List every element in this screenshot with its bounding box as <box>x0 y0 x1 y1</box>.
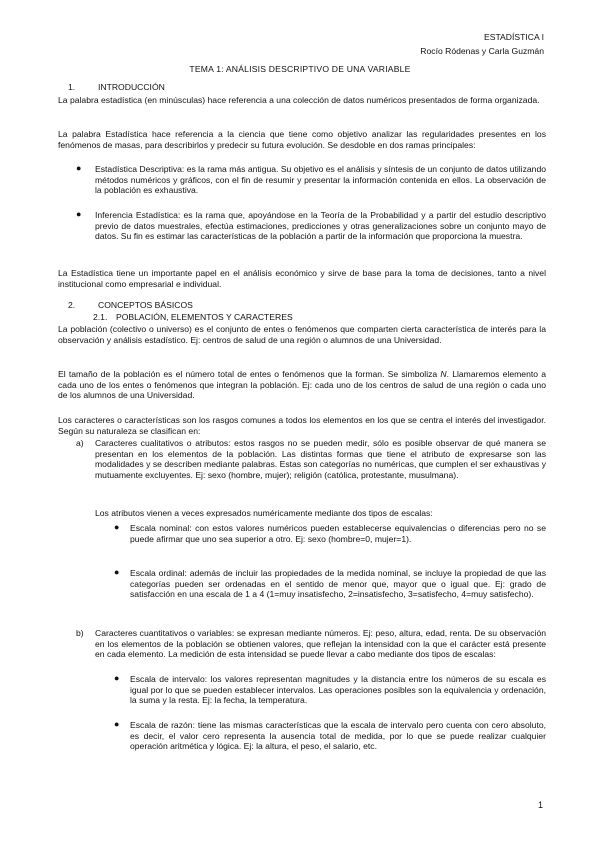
population-paragraph: La población (colectivo o universo) es el conjunto de entes o fenómenos que comparten cierta característica de interés para la observación y análisis estadístico. Ej: centros de salud de una región o alumnos de una Universidad. <box>58 324 546 345</box>
bullet-interval-scale: Escala de intervalo: los valores representan magnitudes y la distancia entre los números de su escala es igual por lo que se pueden establecer intervalos. Las operaciones posibles son la equivalencia y ordenación, la suma y la resta. Ej: la fecha, la temperatura. <box>130 674 546 706</box>
item-b-label: b) <box>76 628 84 638</box>
subsection-2-1-heading <box>93 312 293 323</box>
bullet-icon: ● <box>114 719 120 729</box>
quantitative-characters-text: Caracteres cuantitativos o variables: se expresan mediante números. Ej: peso, altura, edad, renta. De su observación en los elementos de la población se obtienen valores, que reflejan la intensidad con la que el carácter está presente en cada elemento. La medición de esta intensidad se puede llevar a cabo mediante dos tipos de escalas: <box>95 628 546 660</box>
bullet-icon: ● <box>76 163 82 173</box>
bullet-icon: ● <box>76 209 82 219</box>
section-2-number: 2. <box>68 300 76 310</box>
bullet-inferential-statistics: Inferencia Estadística: es la rama que, apoyándose en la Teoría de la Probabilidad y a partir del estudio descriptivo previo de datos muestrales, efectúa estimaciones, predicciones y otras generalizaciones sobre un conjunto mayo de datos. Su fin es estimar las características de la población a partir de la información que proporciona la muestra. <box>95 210 546 242</box>
bullet-ratio-scale: Escala de razón: tiene las mismas características que la escala de intervalo pero cuenta con cero absoluto, es decir, el valor cero representa la ausencia total de medida, por lo que se puede realizar cualquier operación aritmética y lógica. Ej: la altura, el peso, el salario, etc. <box>130 720 546 752</box>
subsection-2-1-number: 2.1. <box>93 312 108 322</box>
characters-paragraph: Los caracteres o características son los rasgos comunes a todos los elementos en los que se centra el interés del investigador. Según su naturaleza se clasifican en: <box>58 415 546 436</box>
header-subject: ESTADÍSTICA I <box>483 32 544 42</box>
intro-paragraph-2: La palabra Estadística hace referencia a la ciencia que tiene como objetivo analizar las regularidades presentes en los fenómenos de masas, para describirlos y predecir su futura evolución. Se desdoble en dos ramas principales: <box>58 129 546 150</box>
bullet-icon: ● <box>114 522 120 532</box>
item-a-label: a) <box>76 438 84 448</box>
bullet-descriptive-statistics: Estadística Descriptiva: es la rama más antigua. Su objetivo es el análisis y síntesis de un conjunto de datos utilizando métodos numéricos y gráficos, con el fin de resumir y presentar la información contenida en ellos. La observación de la población es exhaustiva. <box>95 164 546 196</box>
intro-paragraph-3: La Estadística tiene un importante papel en el análisis económico y sirve de base para la toma de decisiones, tanto a nivel institucional como empresarial e individual. <box>58 268 546 289</box>
section-1-title: INTRODUCCIÓN <box>98 82 165 92</box>
symbol-n: N <box>440 369 447 379</box>
document-title: TEMA 1: ANÁLISIS DESCRIPTIVO DE UNA VARIABLE <box>189 64 411 74</box>
section-1-number: 1. <box>68 82 76 92</box>
bullet-icon: ● <box>114 673 120 683</box>
population-size-paragraph: El tamaño de la población es el número total de entes o fenómenos que la forman. Se simboliza N. Llamaremos elemento a cada uno de los entes o fenómenos que integran la población. Ej: cada uno de los centros de salud de una región o cada uno de los alumnos de una Universidad. <box>58 369 546 401</box>
scales-intro-text: Los atributos vienen a veces expresados numéricamente mediante dos tipos de escalas: <box>95 508 433 518</box>
section-2-title: CONCEPTOS BÁSICOS <box>98 300 193 310</box>
qualitative-characters-text: Caracteres cualitativos o atributos: estos rasgos no se pueden medir, sólo es posible observar de qué manera se presentan en los elementos de la población. Las distintas formas que tiene el atributo de expresarse son las modalidades y se describen mediante palabras. Estas son categorías no numéricas, que cumplen el ser exhaustivas y mutuamente excluyentes. Ej: sexo (hombre, mujer); religión (católica, protestante, musulmana). <box>95 438 546 480</box>
bullet-nominal-scale: Escala nominal: con estos valores numéricos pueden establecerse equivalencias o diferencias pero no se puede afirmar que uno sea superior a otro. Ej: sexo (hombre=0, mujer=1). <box>130 523 546 544</box>
bullet-ordinal-scale: Escala ordinal: además de incluir las propiedades de la medida nominal, se incluye la propiedad de que las categorías pueden ser ordenadas en el sentido de menor que, mayor que o igual que. Ej: grado de satisfacción en una escala de 1 a 4 (1=muy insatisfecho, 2=insatisfecho, 3=satisfecho, 4=muy satisfecho). <box>130 568 546 600</box>
page-number: 1 <box>537 800 543 810</box>
section-1-heading <box>68 82 165 93</box>
bullet-icon: ● <box>114 567 120 577</box>
subsection-2-1-title: POBLACIÓN, ELEMENTOS Y CARACTERES <box>116 312 293 322</box>
section-2-heading <box>68 300 193 311</box>
header-authors: Rocío Ródenas y Carla Guzmán <box>420 46 544 56</box>
intro-paragraph-1: La palabra estadística (en minúsculas) hace referencia a una colección de datos numéricos presentados de forma organizada. <box>58 95 540 105</box>
